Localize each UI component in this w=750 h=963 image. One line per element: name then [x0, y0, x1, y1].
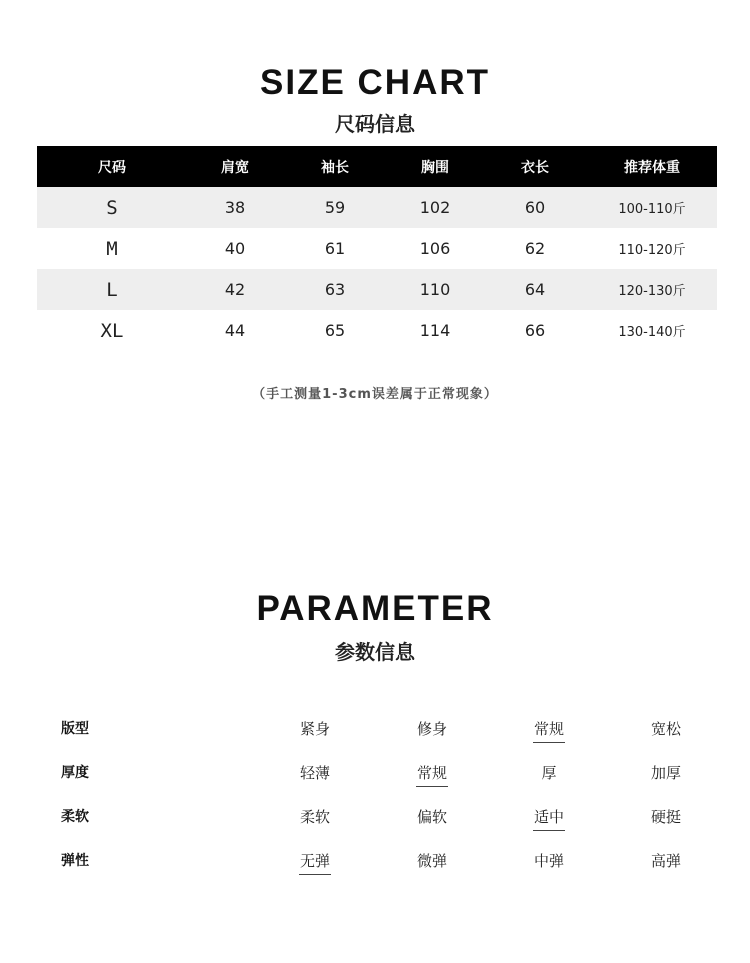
header-shoulder: 肩宽 [187, 146, 283, 187]
param-option: 中弹 [533, 852, 564, 870]
chest-cell: 114 [419, 321, 451, 340]
size-table [37, 146, 717, 351]
weight-cell: 130-140斤 [618, 325, 686, 340]
chest-cell: 110 [387, 269, 483, 310]
size-cell: L [37, 269, 187, 310]
size-chart-subtitle: 尺码信息 [335, 112, 415, 136]
param-option: 硬挺 [650, 808, 681, 826]
parameter-title: PARAMETER [256, 589, 494, 628]
parameter-subtitle: 参数信息 [335, 640, 415, 664]
size-cell: M [106, 237, 118, 260]
header-chest: 胸围 [387, 146, 483, 187]
table-row [37, 269, 717, 310]
shoulder-cell: 40 [224, 239, 246, 258]
chest-cell: 102 [387, 187, 483, 228]
param-row-fit [0, 718, 750, 748]
param-row-softness [0, 806, 750, 836]
param-option: 厚 [541, 764, 557, 782]
shoulder-cell: 38 [187, 187, 283, 228]
param-label: 版型 [61, 721, 89, 737]
header-weight: 推荐体重 [587, 146, 717, 187]
sleeve-cell: 61 [324, 239, 346, 258]
param-row-elasticity [0, 850, 750, 880]
param-label: 柔软 [61, 809, 89, 825]
param-label: 弹性 [61, 853, 89, 869]
sleeve-cell: 59 [283, 187, 387, 228]
param-option-selected: 无弹 [285, 850, 345, 875]
size-chart-title: SIZE CHART [260, 63, 490, 102]
header-length: 衣长 [483, 146, 587, 187]
chest-cell: 106 [419, 239, 451, 258]
length-cell: 60 [483, 187, 587, 228]
weight-cell: 100-110斤 [587, 187, 717, 228]
param-option: 偏软 [416, 808, 447, 826]
table-row [37, 310, 717, 351]
param-option: 紧身 [299, 720, 330, 738]
size-cell: S [37, 187, 187, 228]
param-row-thickness [0, 762, 750, 792]
sleeve-cell: 63 [283, 269, 387, 310]
param-option: 修身 [416, 720, 447, 738]
param-option: 柔软 [299, 808, 330, 826]
param-option-selected: 常规 [519, 718, 579, 743]
param-option: 高弹 [650, 852, 681, 870]
param-option: 加厚 [650, 764, 681, 782]
sleeve-cell: 65 [324, 321, 346, 340]
table-row [37, 187, 717, 228]
size-table-header-row [37, 146, 717, 187]
size-cell: XL [100, 319, 124, 342]
shoulder-cell: 44 [224, 321, 246, 340]
param-option: 宽松 [650, 720, 681, 738]
shoulder-cell: 42 [187, 269, 283, 310]
length-cell: 62 [524, 239, 546, 258]
measurement-note: （手工测量1-3cm误差属于正常现象） [252, 387, 498, 402]
param-option: 微弹 [416, 852, 447, 870]
length-cell: 66 [524, 321, 546, 340]
param-option: 轻薄 [299, 764, 330, 782]
header-size: 尺码 [37, 146, 187, 187]
param-label: 厚度 [61, 765, 89, 781]
table-row [37, 228, 717, 269]
weight-cell: 120-130斤 [587, 269, 717, 310]
header-sleeve: 袖长 [283, 146, 387, 187]
param-option-selected: 常规 [402, 762, 462, 787]
param-option-selected: 适中 [519, 806, 579, 831]
weight-cell: 110-120斤 [618, 243, 686, 258]
length-cell: 64 [483, 269, 587, 310]
